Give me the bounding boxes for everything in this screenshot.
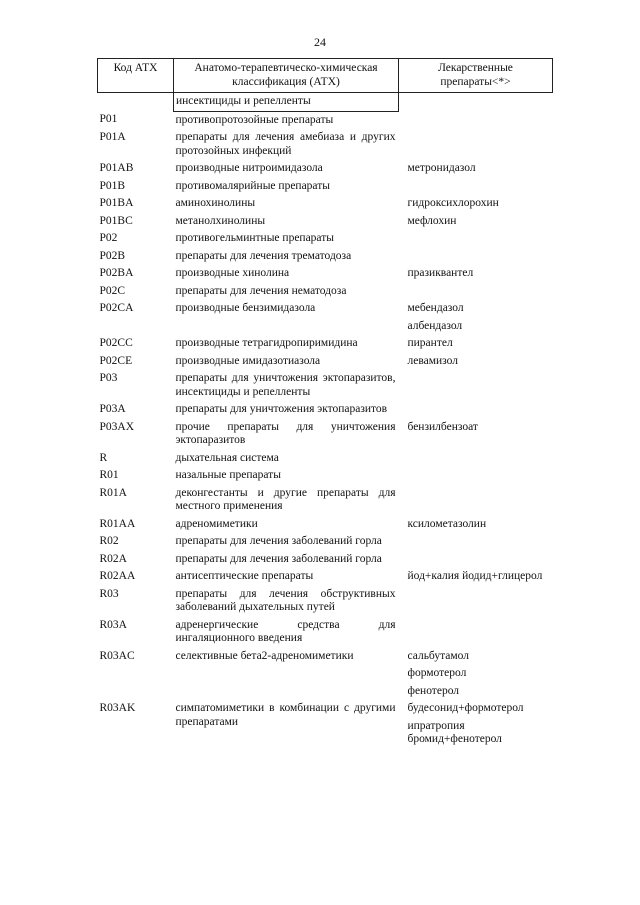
- drug-name: левамизол: [407, 354, 458, 367]
- atc-classification: симпатомиметики в комбинации с другими препаратами: [175, 702, 396, 728]
- table-row: [98, 230, 553, 248]
- atc-classification: противомалярийные препараты: [175, 179, 330, 192]
- drug-name: ксилометазолин: [407, 517, 487, 530]
- atc-code: R03: [99, 587, 119, 600]
- drug-list: [399, 111, 553, 129]
- drug-list: [399, 401, 553, 419]
- atc-code: P03AX: [99, 420, 135, 433]
- table-row: [98, 533, 553, 551]
- atc-code: R03AC: [99, 649, 135, 662]
- atc-code: P02CE: [99, 354, 133, 367]
- atc-code: P01B: [99, 179, 126, 192]
- table-row: [98, 648, 553, 701]
- atc-classification: противогельминтные препараты: [175, 232, 334, 244]
- atc-classification: противопротозойные препараты: [175, 113, 334, 126]
- atc-classification: адренергические средства для ингаляционного введения: [175, 618, 396, 644]
- atc-classification: дыхательная система: [175, 451, 279, 464]
- drug-list: [399, 195, 553, 213]
- atc-code: [98, 93, 174, 112]
- table-row: [98, 401, 553, 419]
- drug-list: [399, 248, 553, 266]
- table-row: [98, 617, 553, 648]
- header-drugs: Лекарственные препараты<*>: [399, 59, 553, 93]
- atc-code: P02CA: [99, 302, 134, 314]
- drug-list: [399, 178, 553, 196]
- atc-classification: метанолхинолины: [175, 214, 266, 227]
- drug-list: [399, 516, 553, 534]
- drug-list: [399, 568, 553, 586]
- drug-list: [399, 300, 553, 335]
- table-row: [98, 213, 553, 231]
- atc-classification: производные нитроимидазола: [175, 162, 323, 174]
- atc-classification: деконгестанты и другие препараты для местного применения: [175, 486, 396, 512]
- table-row: [98, 300, 553, 335]
- table-row: [98, 178, 553, 196]
- atc-code: P01BA: [99, 197, 134, 209]
- drug-name: празиквантел: [407, 267, 474, 279]
- atc-code: P02: [99, 232, 118, 244]
- table-row: [98, 467, 553, 485]
- atc-code: P02CC: [99, 337, 133, 349]
- drug-name: будесонид+формотерол: [407, 702, 524, 714]
- table-row: [98, 419, 553, 450]
- atc-classification: препараты для лечения заболеваний горла: [175, 552, 382, 565]
- atc-classification: прочие препараты для уничтожения эктопаразитов: [175, 420, 396, 446]
- atc-classification: препараты для уничтожения эктопаразитов: [175, 403, 388, 415]
- atc-code: R01A: [99, 486, 127, 499]
- drug-list: [399, 93, 553, 112]
- drug-list: [399, 485, 553, 516]
- atc-code: P01BC: [99, 214, 133, 227]
- atc-classification: препараты для лечения заболеваний горла: [175, 535, 382, 547]
- table-row: [98, 248, 553, 266]
- drug-list: [399, 283, 553, 301]
- atc-code: R02AA: [99, 570, 136, 582]
- drug-list: [399, 370, 553, 401]
- header-code: Код АТХ: [98, 59, 174, 93]
- header-classification: Анатомо-терапевтическо-химическая классификация (АТХ): [174, 59, 399, 93]
- atc-code: R02A: [99, 552, 127, 565]
- drug-name: ипратропия бромид+фенотерол: [407, 719, 502, 745]
- atc-code: P02B: [99, 249, 126, 262]
- table-header-row: [98, 59, 553, 93]
- drug-name: бензилбензоат: [407, 420, 478, 433]
- atc-code: R01: [99, 469, 119, 481]
- drug-name: сальбутамол: [407, 649, 469, 662]
- drug-list: [399, 533, 553, 551]
- drug-list: [399, 648, 553, 701]
- drug-list: [399, 353, 553, 371]
- table-row: [98, 700, 553, 749]
- drug-name: гидроксихлорохин: [407, 197, 499, 209]
- table-row: [98, 265, 553, 283]
- drug-list: [399, 419, 553, 450]
- atc-code: P03A: [99, 403, 126, 415]
- page-number: 24: [314, 35, 326, 49]
- atc-code: P01AB: [99, 162, 134, 174]
- table-row: [98, 335, 553, 353]
- drug-list: [399, 450, 553, 468]
- atc-code: P01: [99, 113, 118, 125]
- atc-code: P03: [99, 372, 118, 384]
- atc-classification: препараты для уничтожения эктопаразитов, инсектициды и репелленты: [175, 372, 396, 398]
- atc-classification: препараты для лечения нематодоза: [175, 284, 347, 297]
- drug-name: албендазол: [407, 319, 463, 332]
- table-row: [98, 450, 553, 468]
- atc-code: R03AK: [99, 702, 136, 714]
- drug-list: [399, 551, 553, 569]
- table-row: [98, 93, 553, 112]
- atc-code: R03A: [99, 618, 127, 631]
- atc-classification: аминохинолины: [175, 197, 256, 209]
- atc-code: R02: [99, 535, 119, 547]
- table-row: [98, 551, 553, 569]
- drug-name: пирантел: [407, 337, 453, 349]
- drug-list: [399, 335, 553, 353]
- atc-code: P01A: [99, 131, 126, 143]
- atc-code: R: [99, 451, 108, 464]
- table-body: [98, 93, 553, 749]
- drug-list: [399, 230, 553, 248]
- table-row: [98, 370, 553, 401]
- drug-list: [399, 617, 553, 648]
- table-row: [98, 195, 553, 213]
- drug-name: йод+калия йодид+глицерол: [407, 570, 543, 582]
- drug-list: [399, 213, 553, 231]
- table-row: [98, 586, 553, 617]
- atc-classification: производные тетрагидропиримидина: [175, 337, 358, 349]
- table-row: [98, 516, 553, 534]
- atc-classification: препараты для лечения обструктивных заболеваний дыхательных путей: [175, 587, 396, 613]
- atc-code: P02BA: [99, 267, 134, 279]
- atc-classification: селективные бета2-адреномиметики: [175, 649, 354, 662]
- drug-name: фенотерол: [407, 684, 460, 697]
- atc-classification: препараты для лечения трематодоза: [175, 249, 352, 262]
- atc-classification: производные имидазотиазола: [175, 354, 321, 367]
- drug-list: [399, 160, 553, 178]
- atc-classification: препараты для лечения амебиаза и других протозойных инфекций: [175, 131, 396, 157]
- atc-classification: назальные препараты: [175, 469, 281, 481]
- drug-list: [399, 265, 553, 283]
- table-row: [98, 160, 553, 178]
- drug-name: мебендазол: [407, 302, 464, 314]
- atc-classification: производные хинолина: [175, 267, 290, 279]
- drug-name: мефлохин: [407, 214, 457, 227]
- atc-classification: адреномиметики: [175, 517, 258, 530]
- table-row: [98, 129, 553, 160]
- drug-list: [399, 700, 553, 749]
- table-row: [98, 568, 553, 586]
- table-row: [98, 111, 553, 129]
- atc-code: P02C: [99, 284, 126, 297]
- atc-code: R01AA: [99, 517, 136, 530]
- drug-name: метронидазол: [407, 162, 476, 174]
- table-row: [98, 283, 553, 301]
- atc-classification: производные бензимидазола: [175, 302, 316, 314]
- table-row: [98, 485, 553, 516]
- table-row: [98, 353, 553, 371]
- atc-table: [97, 58, 553, 749]
- drug-name: формотерол: [407, 667, 467, 679]
- drug-list: [399, 129, 553, 160]
- atc-classification: инсектициды и репелленты: [174, 93, 399, 112]
- drug-list: [399, 586, 553, 617]
- atc-classification: антисептические препараты: [175, 570, 314, 582]
- drug-list: [399, 467, 553, 485]
